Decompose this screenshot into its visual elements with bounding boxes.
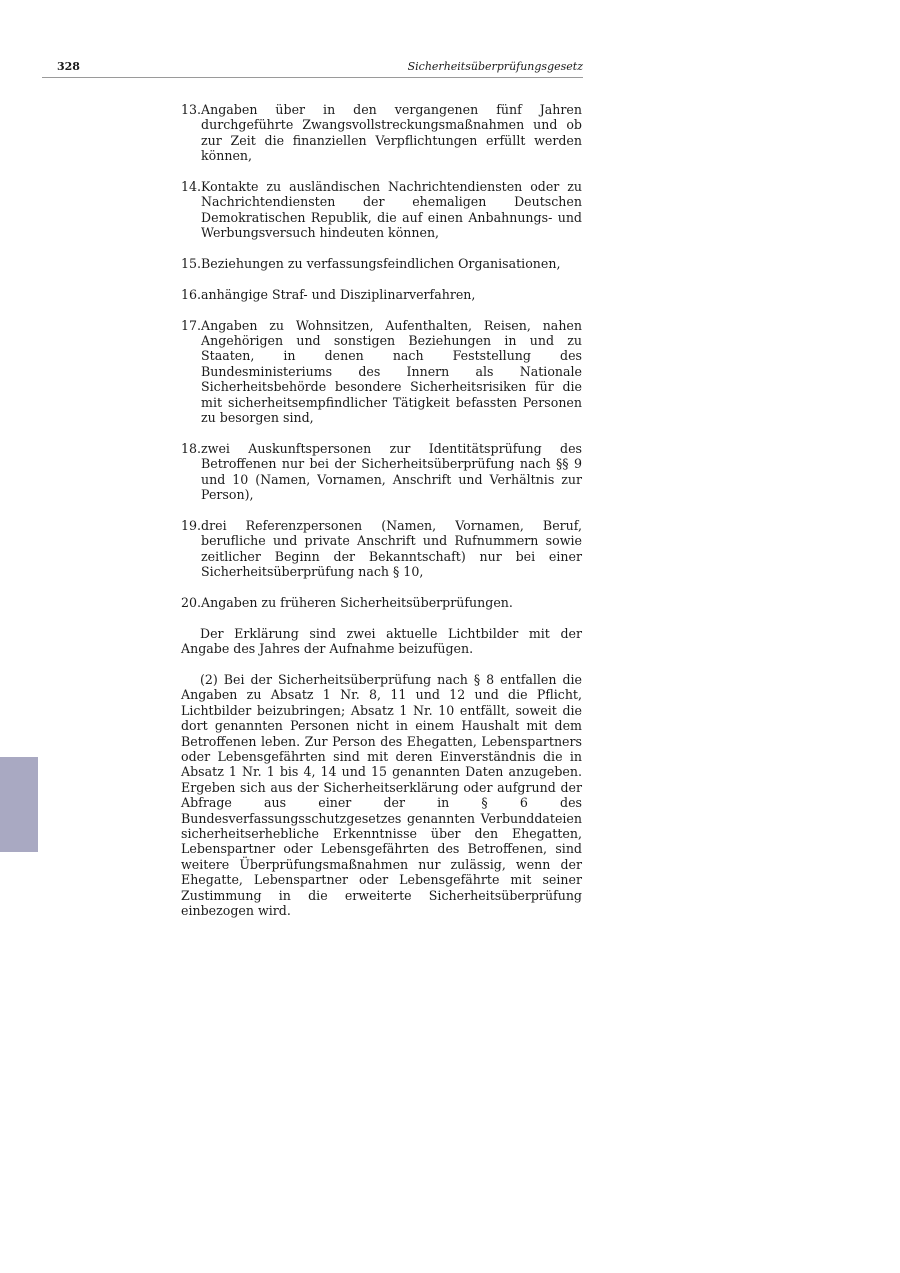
list-item-text: Angaben zu früheren Sicherheitsüberprüfungen. [201,594,513,610]
list-item [181,256,582,271]
list-item-text: Beziehungen zu verfassungsfeindlichen Organisationen, [201,256,561,272]
list-item [181,595,582,610]
paragraph-section-2: (2) Bei der Sicherheitsüberprüfung nach § 8 entfallen die Angaben zu Absatz 1 Nr. 8, 11 und 12 und die Pflicht, Lichtbilder beizubringen; Absatz 1 Nr. 10 entfällt, soweit die dort genannten Personen nicht in einem Haushalt mit dem Betroffenen leben. Zur Person des Ehegatten, Lebenspartners oder Lebensgefährten sind mit deren Einverständnis die in Absatz 1 Nr. 1 bis 4, 14 und 15 genannten Daten anzugeben. Ergeben sich aus der Sicherheitserklärung oder aufgrund der Abfrage aus einer der in § 6 des Bundesverfassungsschutzgesetzes genannten Verbunddateien sicherheitserhebliche Erkenntnisse über den Ehegatten, Lebenspartner oder Lebensgefährten des Betroffenen, sind weitere Überprüfungsmaßnahmen nur zulässig, wenn der Ehegatte, Lebenspartner oder Lebensgefährte mit seiner Zustimmung in die erweiterte Sicherheitsüberprüfung einbezogen wird. [181,671,582,918]
thumb-index-tab [0,757,38,852]
list-item-text: anhängige Straf- und Disziplinarverfahren, [201,286,476,302]
list-item-number: 14. [181,179,202,195]
list-item-number: 18. [181,440,202,456]
page-number: 328 [57,60,80,73]
page-header [42,60,583,78]
list-item-number: 19. [181,517,202,533]
list-item [181,287,582,302]
list-item-text: Kontakte zu ausländischen Nachrichtendiensten oder zu Nachrichtendiensten der ehemaligen Deutschen Demokratischen Republik, die auf einen Anbahnungs- und Werbungsversuch hindeuten können, [201,179,582,241]
list-item-text: Angaben zu Wohnsitzen, Aufenthalten, Reisen, nahen Angehörigen und sonstigen Beziehungen in und zu Staaten, in denen nach Feststellung des Bundesministeriums des Innern als Nationale Sicherheitsbehörde besondere Sicherheitsrisiken für die mit sicherheitsempfindlicher Tätigkeit befassten Personen zu besorgen sind, [201,317,582,426]
list-item-number: 16. [181,286,202,302]
list-item [181,441,582,503]
list-item [181,179,582,241]
list-item [181,318,582,426]
list-item [181,102,582,164]
list-item-number: 17. [181,317,202,333]
page-body [181,102,582,934]
list-item-number: 20. [181,594,202,610]
list-item-text: drei Referenzpersonen (Namen, Vornamen, Beruf, berufliche und private Anschrift und Rufnummern sowie zeitlicher Beginn der Bekanntschaft) nur bei einer Sicherheitsüberprüfung nach § 10, [201,517,582,580]
list-item-text: Angaben über in den vergangenen fünf Jahren durchgeführte Zwangsvollstreckungsmaßnahmen und ob zur Zeit die finanziellen Verpflichtungen erfüllt werden können, [201,102,582,164]
paragraph-photos: Der Erklärung sind zwei aktuelle Lichtbilder mit der Angabe des Jahres der Aufnahme beizufügen. [181,625,582,657]
list-item-number: 15. [181,256,202,272]
list-item-number: 13. [181,102,202,117]
list-item-text: zwei Auskunftspersonen zur Identitätsprüfung des Betroffenen nur bei der Sicherheitsüberprüfung nach §§ 9 und 10 (Namen, Vornamen, Anschrift und Verhältnis zur Person), [201,440,582,503]
list-item [181,518,582,580]
running-title: Sicherheitsüberprüfungsgesetz [407,60,583,73]
